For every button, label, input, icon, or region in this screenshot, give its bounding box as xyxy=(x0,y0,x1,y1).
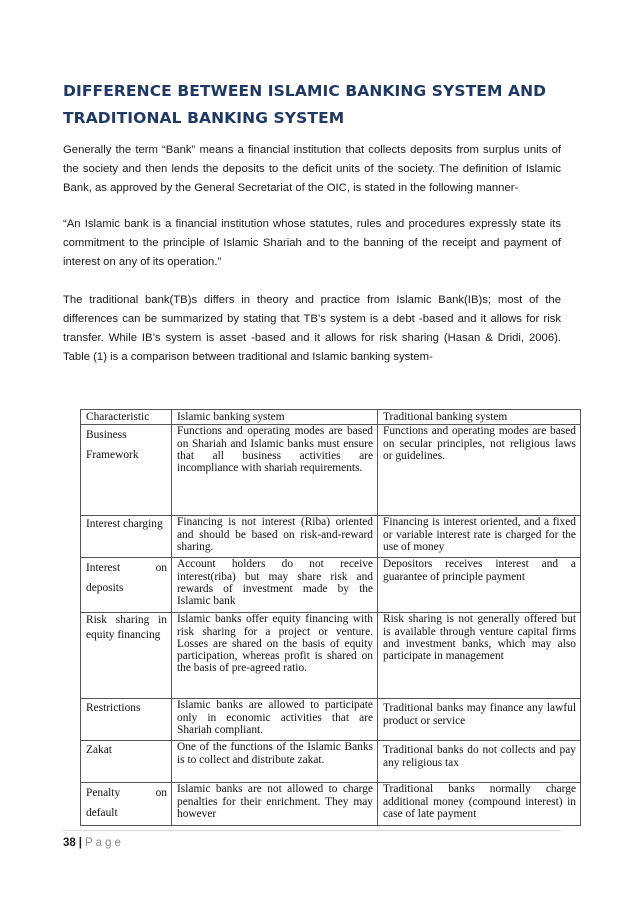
row-characteristic: Penalty on default xyxy=(81,783,172,826)
table-row xyxy=(81,741,581,783)
row-islamic: Account holders do not receive interest(riba) but may share risk and rewards of investment made by the Islamic bank xyxy=(172,558,378,613)
page-number: 38 xyxy=(63,837,76,849)
row-traditional: Depositors receives interest and a guarantee of principle payment xyxy=(378,558,581,613)
header-islamic: Islamic banking system xyxy=(172,410,378,425)
row-traditional: Traditional banks do not collects and pay any religious tax xyxy=(378,741,581,783)
table-row xyxy=(81,516,581,558)
row-traditional: Functions and operating modes are based on secular principles, not religious laws or guidelines. xyxy=(378,425,581,516)
table-row xyxy=(81,699,581,741)
footer-separator: | xyxy=(78,837,83,849)
row-characteristic: Zakat xyxy=(81,741,172,783)
row-characteristic: Risk sharing in equity financing xyxy=(81,613,172,699)
header-traditional: Traditional banking system xyxy=(378,410,581,425)
row-traditional: Traditional banks may finance any lawful product or service xyxy=(378,699,581,741)
comparison-intro-paragraph: The traditional bank(TB)s differs in theory and practice from Islamic Bank(IB)s; most of the differences can be summarized by stating that TB’s system is a debt -based and it allows for risk transfer. While IB’s system is asset -based and it allows for risk sharing (Hasan & Dridi, 2006). Table (1) is a comparison between traditional and Islamic banking system- xyxy=(63,294,561,363)
row-traditional: Traditional banks normally charge additional money (compound interest) in case of late payment xyxy=(378,783,581,826)
header-characteristic: Characteristic xyxy=(81,410,172,425)
row-islamic: Islamic banks are not allowed to charge penalties for their enrichment. They may however xyxy=(172,783,378,826)
comparison-table xyxy=(80,409,581,826)
table-row xyxy=(81,613,581,699)
footer-divider xyxy=(63,830,561,831)
section-heading: DIFFERENCE BETWEEN ISLAMIC BANKING SYSTEM AND TRADITIONAL BANKING SYSTEM xyxy=(63,82,547,127)
page-label: Page xyxy=(85,837,124,849)
table-row xyxy=(81,783,581,826)
table-row xyxy=(81,558,581,613)
definition-quote-paragraph: “An Islamic bank is a financial institution whose statutes, rules and procedures expressly state its commitment to the principle of Islamic Shariah and to the banning of the receipt and payment of interest on any of its operation.” xyxy=(63,218,561,268)
row-characteristic: Interest on deposits xyxy=(81,558,172,613)
row-characteristic: Restrictions xyxy=(81,699,172,741)
table-row xyxy=(81,425,581,516)
row-islamic: Financing is not interest (Riba) oriented and should be based on risk-and-reward sharing. xyxy=(172,516,378,558)
row-islamic: Islamic banks are allowed to participate only in economic activities that are Shariah compliant. xyxy=(172,699,378,741)
row-islamic: One of the functions of the Islamic Banks is to collect and distribute zakat. xyxy=(172,741,378,783)
intro-paragraph: Generally the term “Bank” means a financial institution that collects deposits from surplus units of the society and then lends the deposits to the deficit units of the society. The definition of Islamic Bank, as approved by the General Secretariat of the OIC, is stated in the following manner- xyxy=(63,144,561,194)
page-footer xyxy=(63,837,124,849)
row-traditional: Financing is interest oriented, and a fixed or variable interest rate is charged for the use of money xyxy=(378,516,581,558)
row-traditional: Risk sharing is not generally offered but is available through venture capital firms and investment banks, which may also participate in management xyxy=(378,613,581,699)
row-characteristic: Interest charging xyxy=(81,516,172,558)
row-characteristic: Business Framework xyxy=(81,425,172,516)
row-islamic: Islamic banks offer equity financing with risk sharing for a project or venture. Losses are shared on the basis of equity participation, whereas profit is shared on the basis of pre-agreed ratio. xyxy=(172,613,378,699)
row-islamic: Functions and operating modes are based on Shariah and Islamic banks must ensure that all business activities are incompliance with shariah requirements. xyxy=(172,425,378,516)
table-header-row xyxy=(81,410,581,425)
